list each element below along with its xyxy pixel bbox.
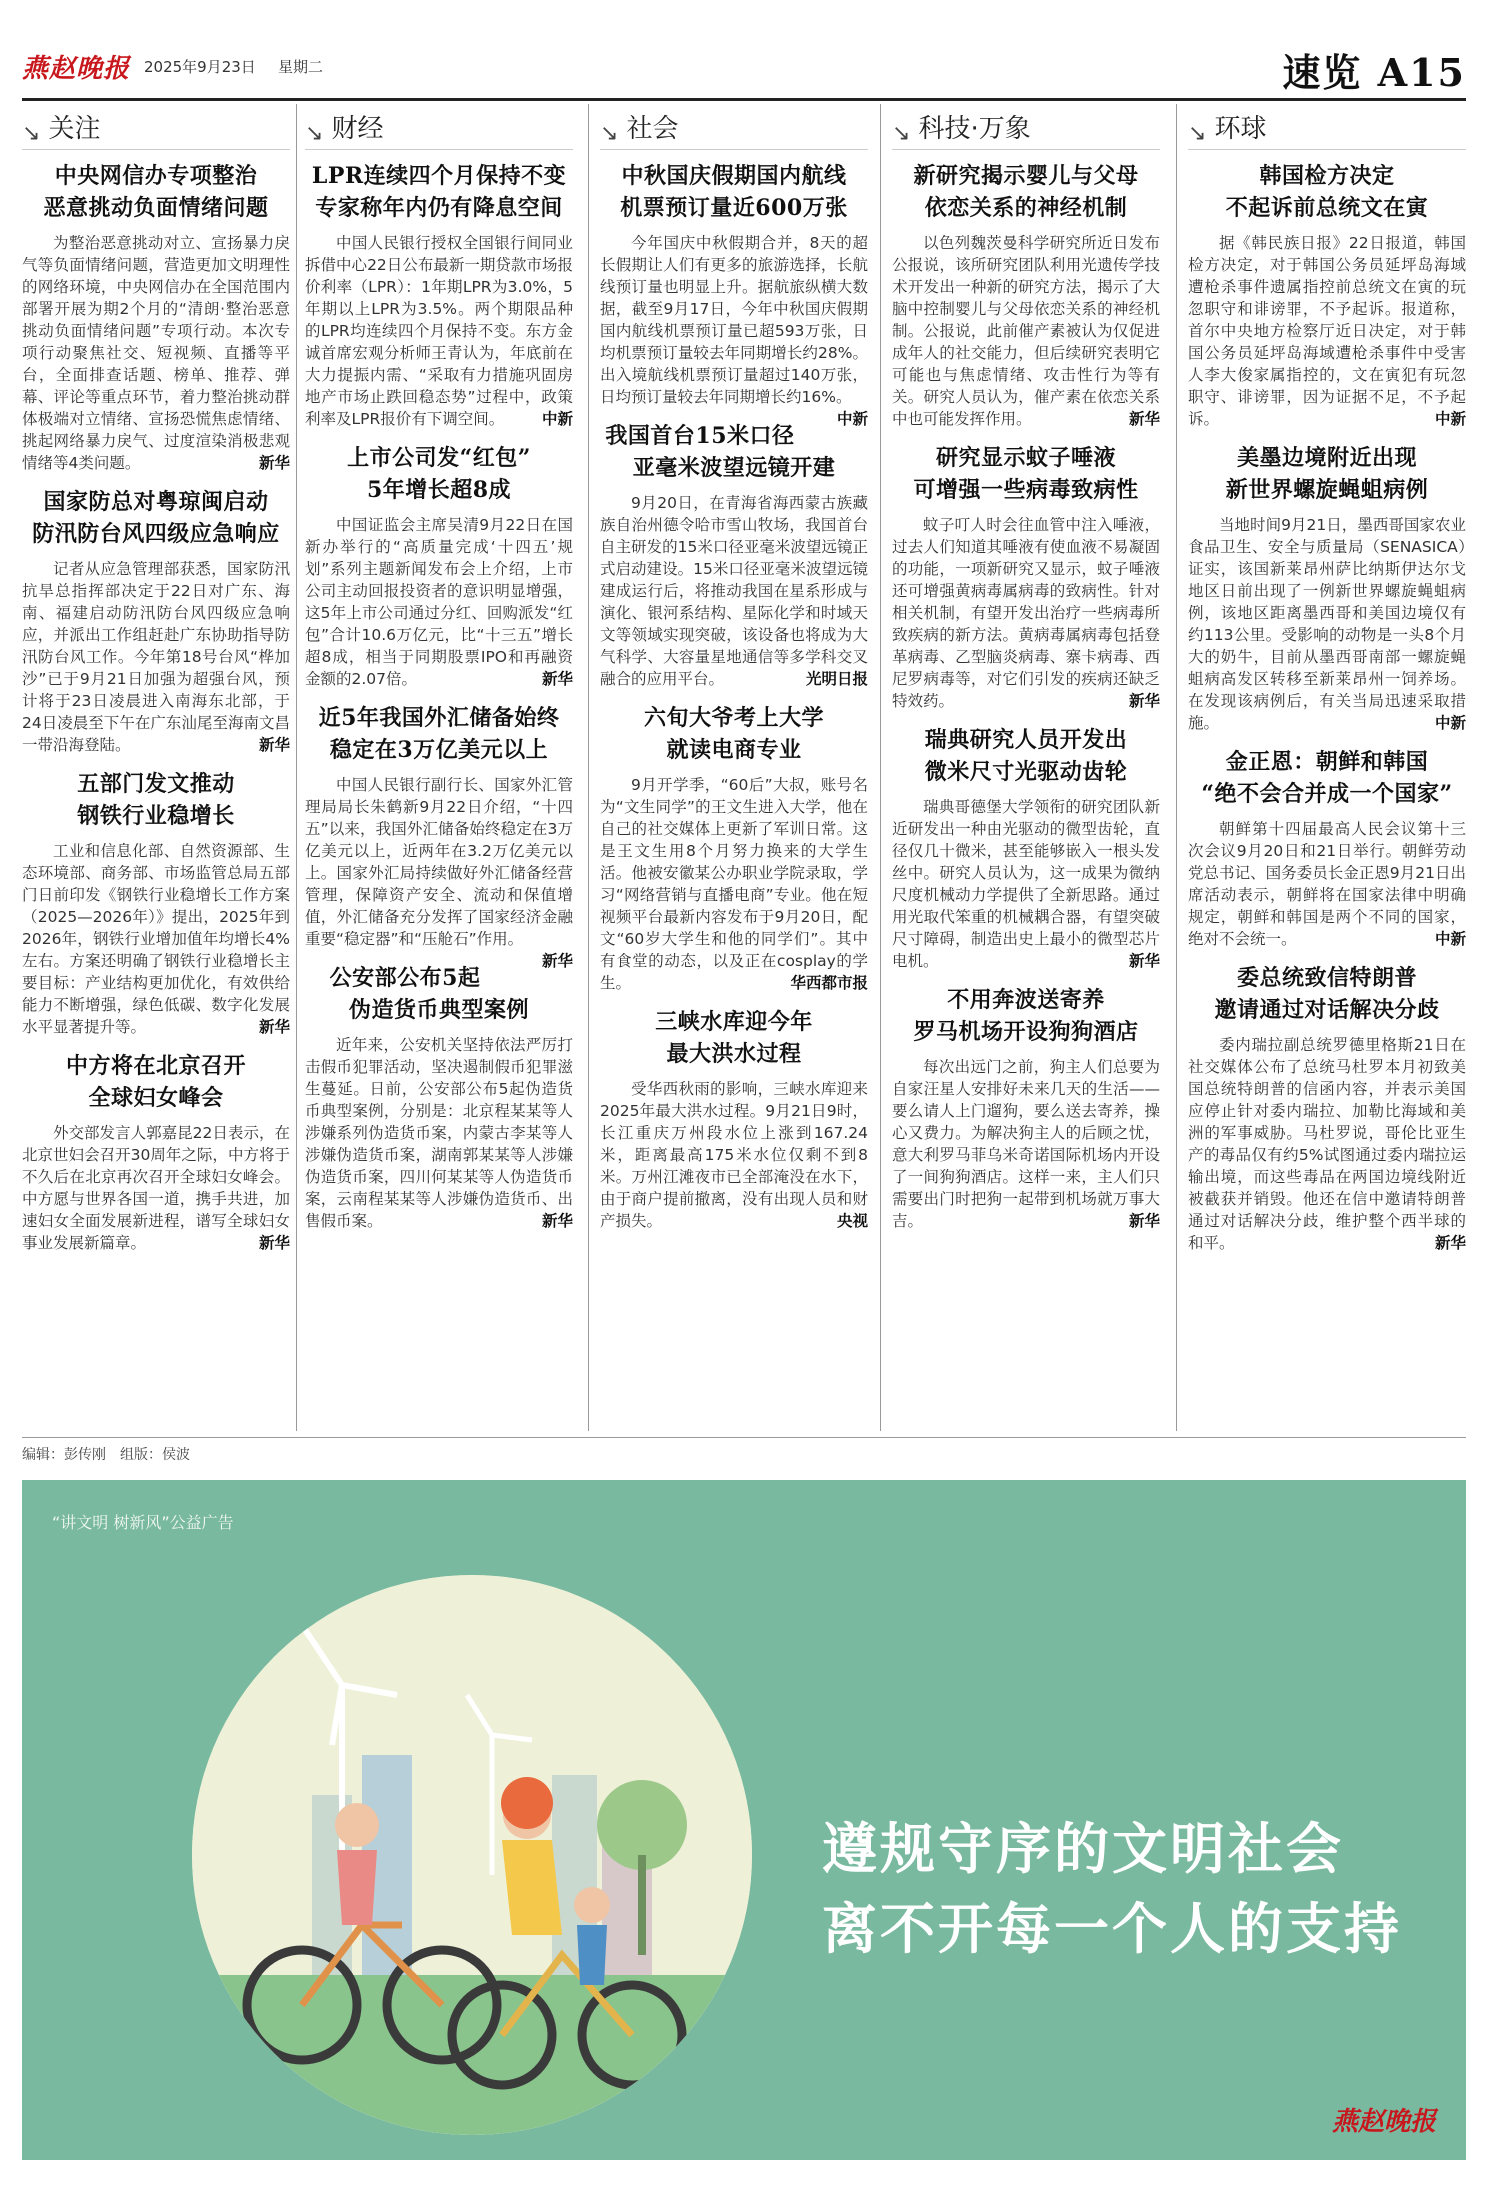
article-text: 当地时间9月21日，墨西哥国家农业食品卫生、安全与质量局（SENASICA）证实，该国新莱昂州萨比纳斯伊达尔戈地区日前出现了一例新世界螺旋蝇蛆病例，该地区距离墨西哥和美国边境仅有约113公里。受影响的动物是一头8个月大的奶牛，目前从墨西哥南部一螺旋蝇蛆病高发区转移至新莱昂州一饲养场。在发现该病例后，有关当局迅速采取措施。 <box>1188 516 1466 732</box>
column-name: 社会 <box>626 114 679 144</box>
article-body <box>22 840 290 1038</box>
article-body <box>892 232 1160 430</box>
article-text: 近年来，公安机关坚持依法严厉打击假币犯罪活动，坚决遏制假币犯罪滋生蔓延。日前，公安部公布5起伪造货币典型案例，分别是：北京程某某等人涉嫌系列伪造货币案，内蒙古李某等人涉嫌伪造货币案，湖南郭某某等人涉嫌伪造货币案，四川何某某等人伪造货币案，云南程某某等人涉嫌伪造货币、出售假币案。 <box>305 1036 573 1230</box>
article-source: 新华 <box>258 1018 290 1036</box>
article-source: 新华 <box>258 454 290 472</box>
article-text: 每次出远门之前，狗主人们总要为自家汪星人安排好未来几天的生活——要么请人上门遛狗，要么送去寄养，操心又费力。为解决狗主人的后顾之忧，意大利罗马菲乌米奇诺国际机场内开设了一间狗狗酒店。这样一来，主人们只需要出门时把狗一起带到机场就万事大吉。 <box>892 1058 1160 1230</box>
article-text: 9月开学季，“60后”大叔，账号名为“文生同学”的王文生进入大学，他在自己的社交媒体上更新了军训日常。这是王文生用8个月努力换来的大学生活。他被安徽某公办职业学院录取，学习“网络营销与直播电商”专业。他在短视频平台最新内容发布于9月20日，配文“60岁大学生和他的同学们”。其中有食堂的动态，以及正在cosplay的学生。 <box>600 776 868 992</box>
article-text: 据《韩民族日报》22日报道，韩国检方决定，对于韩国公务员延坪岛海域遭枪杀事件遗属指控前总统文在寅的玩忽职守和诽谤罪，不予起诉。报道称，首尔中央地方检察厅近日决定，对于韩国公务员延坪岛海域遭枪杀事件中受害人李大俊家属指控的，文在寅犯有玩忽职守、诽谤罪，因为证据不足，不予起诉。 <box>1188 234 1466 428</box>
article <box>1188 442 1466 734</box>
article <box>1188 160 1466 430</box>
ad-tag: “讲文明 树新风”公益广告 <box>52 1513 234 1532</box>
article-source: 中新 <box>836 410 868 428</box>
section-page-label: 速览 A15 <box>1282 50 1466 95</box>
article-body <box>892 514 1160 712</box>
ad-illustration <box>192 1575 752 2135</box>
article-text: 中国证监会主席吴清9月22日在国新办举行的“高质量完成‘十四五’规划”系列主题新闻发布会上介绍，上市公司主动回报投资者的意识明显增强，这5年上市公司通过分红、回购派发“红包”合计10.6万亿元，比“十三五”增长超8成，相当于同期股票IPO和再融资金额的2.07倍。 <box>305 516 573 688</box>
article-source: 新华 <box>1128 410 1160 428</box>
article-body <box>600 774 868 994</box>
article-source: 新华 <box>1128 1212 1160 1230</box>
news-column <box>22 104 290 1431</box>
column-divider <box>880 104 881 1431</box>
arrow-icon: ↘ <box>1188 121 1207 146</box>
news-column <box>1188 104 1466 1431</box>
column-divider <box>588 104 589 1431</box>
article <box>892 724 1160 972</box>
article-body <box>1188 818 1466 950</box>
news-column <box>600 104 868 1431</box>
column-divider <box>296 104 297 1431</box>
article-source: 央视 <box>836 1212 868 1230</box>
article-headline: 新研究揭示婴儿与父母 依恋关系的神经机制 <box>913 163 1139 221</box>
article-text: 受华西秋雨的影响，三峡水库迎来2025年最大洪水过程。9月21日9时，长江重庆万州段水位上涨到167.24米，距离最高175米水位仅剩不到8米。万州江滩夜市已全部淹没在水下，由于商户提前撤离，没有出现人员和财产损失。 <box>600 1080 868 1230</box>
article-source: 中新 <box>1434 410 1466 428</box>
article-headline: 上市公司发“红包” 5年增长超8成 <box>347 445 531 503</box>
article-body <box>1188 232 1466 430</box>
article-headline: 中方将在北京召开 全球妇女峰会 <box>65 1053 246 1111</box>
article <box>600 160 868 428</box>
arrow-icon: ↘ <box>600 121 619 146</box>
article-text: 外交部发言人郭嘉昆22日表示，在北京世妇会召开30周年之际，中方将于不久后在北京再次召开全球妇女峰会。中方愿与世界各国一道，携手共进，加速妇女全面发展新进程，谱写全球妇女事业发展新篇章。 <box>22 1124 290 1252</box>
article-headline: 我国首台15米口径 亚毫米波望远镜开建 <box>605 423 836 481</box>
article-headline: 公安部公布5起 伪造货币典型案例 <box>329 965 529 1023</box>
article-headline: 研究显示蚊子唾液 可增强一些病毒致病性 <box>913 445 1139 503</box>
article-body <box>305 514 573 690</box>
article-headline: 三峡水库迎今年 最大洪水过程 <box>655 1009 813 1067</box>
article <box>305 160 573 430</box>
article-headline: 美墨边境附近出现 新世界螺旋蝇蛆病例 <box>1225 445 1429 503</box>
page-header <box>22 40 1466 96</box>
article-text: 工业和信息化部、自然资源部、生态环境部、商务部、市场监管总局五部门日前印发《钢铁行业稳增长工作方案（2025—2026年）》提出，2025年到2026年，钢铁行业增加值年均增长4%左右。方案还明确了钢铁行业稳增长主要目标：产业结构更加优化，有效供给能力不断增强，绿色低碳、数字化发展水平显著提升等。 <box>22 842 290 1036</box>
article <box>22 486 290 756</box>
article-headline: 委总统致信特朗普 邀请通过对话解决分歧 <box>1214 965 1440 1023</box>
issue-weekday: 星期二 <box>278 58 324 76</box>
public-service-ad <box>22 1480 1466 2160</box>
ad-newspaper-logo: 燕赵晚报 <box>1331 2107 1436 2137</box>
column-name: 财经 <box>331 114 384 144</box>
article-source: 新华 <box>1128 692 1160 710</box>
article-headline: 国家防总对粤琼闽启动 防汛防台风四级应急响应 <box>32 489 280 547</box>
column-header <box>600 104 868 150</box>
article-source: 新华 <box>541 670 573 688</box>
article-source: 中新 <box>1434 714 1466 732</box>
ad-headline-line2: 离不开每一个人的支持 <box>822 1897 1403 1961</box>
article-source: 新华 <box>541 1212 573 1230</box>
article-headline: 近5年我国外汇储备始终 稳定在3万亿美元以上 <box>318 705 560 763</box>
editor-credits: 编辑：彭传刚 组版：侯波 <box>22 1437 1466 1464</box>
cycling-family-illustration <box>192 1575 752 2135</box>
column-name: 环球 <box>1214 114 1267 144</box>
article-headline: 五部门发文推动 钢铁行业稳增长 <box>77 771 235 829</box>
news-column <box>892 104 1160 1431</box>
article-source: 新华 <box>258 736 290 754</box>
article-headline: 六旬大爷考上大学 就读电商专业 <box>643 705 824 763</box>
article <box>600 1006 868 1232</box>
arrow-icon: ↘ <box>305 121 324 146</box>
news-column <box>305 104 573 1431</box>
article <box>305 442 573 690</box>
article-headline: 不用奔波送寄养 罗马机场开设狗狗酒店 <box>913 987 1139 1045</box>
header-rule <box>22 98 1466 101</box>
article-headline: 金正恩：朝鲜和韩国 “绝不会合并成一个国家” <box>1201 749 1453 807</box>
article-source: 中新 <box>541 410 573 428</box>
article-headline: 中央网信办专项整治 恶意挑动负面情绪问题 <box>43 163 269 221</box>
article-body <box>1188 514 1466 734</box>
article-text: 记者从应急管理部获悉，国家防汛抗旱总指挥部决定于22日对广东、海南、福建启动防汛防台风四级应急响应，并派出工作组赶赴广东协助指导防汛防台风工作。今年第18号台风“桦加沙”已于9月21日加强为超强台风，预计将于23日凌晨进入南海东北部，于24日凌晨至下午在广东汕尾至海南文昌一带沿海登陆。 <box>22 560 290 754</box>
article-body <box>600 232 868 428</box>
article <box>22 160 290 474</box>
article <box>892 160 1160 430</box>
issue-date: 2025年9月23日 <box>144 58 256 76</box>
arrow-icon: ↘ <box>892 121 911 146</box>
article-body <box>305 774 573 970</box>
article-text: 9月20日，在青海省海西蒙古族藏族自治州德令哈市雪山牧场，我国首台自主研发的15米口径亚毫米波望远镜正式启动建设。15米口径亚毫米波望远镜建成运行后，将推动我国在星系形成与演化、银河系结构、星际化学和时域天文等领域实现突破，该设备也将成为大气科学、大容量星地通信等多学科交叉融合的应用平台。 <box>600 494 868 688</box>
article-text: 委内瑞拉副总统罗德里格斯21日在社交媒体公布了总统马杜罗本月初致美国总统特朗普的信函内容，并表示美国应停止针对委内瑞拉、加勒比海域和美洲的军事威胁。马杜罗说，哥伦比亚生产的毒品仅有约5%试图通过委内瑞拉运输出境，而这些毒品在两国边境线附近被截获并销毁。他还在信中邀请特朗普通过对话解决分歧，维护整个西半球的和平。 <box>1188 1036 1466 1252</box>
column-divider <box>1176 104 1177 1431</box>
article-source: 新华 <box>258 1234 290 1252</box>
article <box>600 420 868 690</box>
article-headline: 中秋国庆假期国内航线 机票预订量近600万张 <box>620 163 848 221</box>
article-body <box>892 1056 1160 1232</box>
article <box>305 702 573 970</box>
article-text: 以色列魏茨曼科学研究所近日发布公报说，该所研究团队利用光遗传学技术开发出一种新的研究方法，揭示了大脑中控制婴儿与父母依恋关系的神经机制。公报说，此前催产素被认为仅促进成年人的社交能力，但后续研究表明它可能也与焦虑情绪、攻击性行为等有关。研究人员认为，催产素在依恋关系中也可能发挥作用。 <box>892 234 1160 428</box>
article-source: 华西都市报 <box>790 974 868 992</box>
article <box>892 442 1160 712</box>
article-headline: 韩国检方决定 不起诉前总统文在寅 <box>1225 163 1429 221</box>
article <box>22 768 290 1038</box>
article-text: 中国人民银行授权全国银行间同业拆借中心22日公布最新一期贷款市场报价利率（LPR）：1年期LPR为3.0%，5年期以上LPR为3.5%。两个期限品种的LPR均连续四个月保持不变。东方金诚首席宏观分析师王青认为，年底前在大力提振内需、“采取有力措施巩固房地产市场止跌回稳态势”过程中，政策利率及LPR报价有下调空间。 <box>305 234 573 428</box>
article-source: 新华 <box>1434 1234 1466 1252</box>
article-source: 光明日报 <box>805 670 868 688</box>
article-source: 新华 <box>1128 952 1160 970</box>
article-body <box>600 492 868 690</box>
article-headline: 瑞典研究人员开发出 微米尺寸光驱动齿轮 <box>924 727 1128 785</box>
column-name: 关注 <box>48 114 101 144</box>
article-body <box>305 232 573 430</box>
article-text: 今年国庆中秋假期合并，8天的超长假期让人们有更多的旅游选择，长航线预订量也明显上升。据航旅纵横大数据，截至9月17日，今年中秋国庆假期国内航线机票预订量已超593万张，日均机票预订量较去年同期增长约28%。出入境航线机票预订量超过140万张，日均预订量较去年同期增长约16%。 <box>600 234 868 406</box>
article-text: 为整治恶意挑动对立、宣扬暴力戾气等负面情绪问题，营造更加文明理性的网络环境，中央网信办在全国范围内部署开展为期2个月的“清朗·整治恶意挑动负面情绪问题”专项行动。本次专项行动聚焦社交、短视频、直播等平台，全面排查话题、榜单、推荐、弹幕、评论等重点环节，着力整治挑动群体极端对立情绪、宣扬恐慌焦虑情绪、挑起网络暴力戾气、过度渲染消极悲观情绪等4类问题。 <box>22 234 290 472</box>
column-header <box>305 104 573 150</box>
article <box>22 1050 290 1254</box>
article-text: 中国人民银行副行长、国家外汇管理局局长朱鹤新9月22日介绍，“十四五”以来，我国外汇储备始终稳定在3万亿美元以上，近两年在3.2万亿美元以上。国家外汇局持续做好外汇储备经营管理，保障资产安全、流动和保值增值，外汇储备充分发挥了国家经济金融重要“稳定器”和“压舱石”作用。 <box>305 776 573 948</box>
article-headline: LPR连续四个月保持不变 专家称年内仍有降息空间 <box>311 163 567 221</box>
article-body <box>22 232 290 474</box>
column-header <box>892 104 1160 150</box>
article-source: 中新 <box>1434 930 1466 948</box>
article-body <box>22 558 290 756</box>
column-header <box>1188 104 1466 150</box>
arrow-icon: ↘ <box>22 121 41 146</box>
article-body <box>892 796 1160 972</box>
article-body <box>22 1122 290 1254</box>
article-text: 朝鲜第十四届最高人民会议第十三次会议9月20日和21日举行。朝鲜劳动党总书记、国务委员长金正恩9月21日出席活动表示，朝鲜将在国家法律中明确规定，朝鲜和韩国是两个不同的国家，绝对不会统一。 <box>1188 820 1466 948</box>
article <box>600 702 868 994</box>
article <box>305 962 573 1232</box>
article-text: 蚊子叮人时会往血管中注入唾液，过去人们知道其唾液有使血液不易凝固的功能，一项新研究又显示，蚊子唾液还可增强黄病毒属病毒的致病性。针对相关机制，有望开发出治疗一些病毒所致疾病的新方法。黄病毒属病毒包括登革病毒、乙型脑炎病毒、寨卡病毒、西尼罗病毒等，对它们引发的疾病还缺乏特效药。 <box>892 516 1160 710</box>
article <box>1188 962 1466 1254</box>
article-source: 新华 <box>541 952 573 970</box>
column-name: 科技·万象 <box>918 114 1031 144</box>
article-body <box>305 1034 573 1232</box>
newspaper-logo: 燕赵晚报 <box>22 54 131 84</box>
article <box>892 984 1160 1232</box>
article-text: 瑞典哥德堡大学领衔的研究团队新近研发出一种由光驱动的微型齿轮，直径仅几十微米，甚至能够嵌入一根头发丝中。研究人员认为，这一成果为微纳尺度机械动力学提供了全新思路。通过用光取代笨重的机械耦合器，有望突破尺寸障碍，制造出史上最小的微型芯片电机。 <box>892 798 1160 970</box>
article-body <box>600 1078 868 1232</box>
article-body <box>1188 1034 1466 1254</box>
column-header <box>22 104 290 150</box>
ad-headline-line1: 遵规守序的文明社会 <box>822 1817 1345 1881</box>
article <box>1188 746 1466 950</box>
